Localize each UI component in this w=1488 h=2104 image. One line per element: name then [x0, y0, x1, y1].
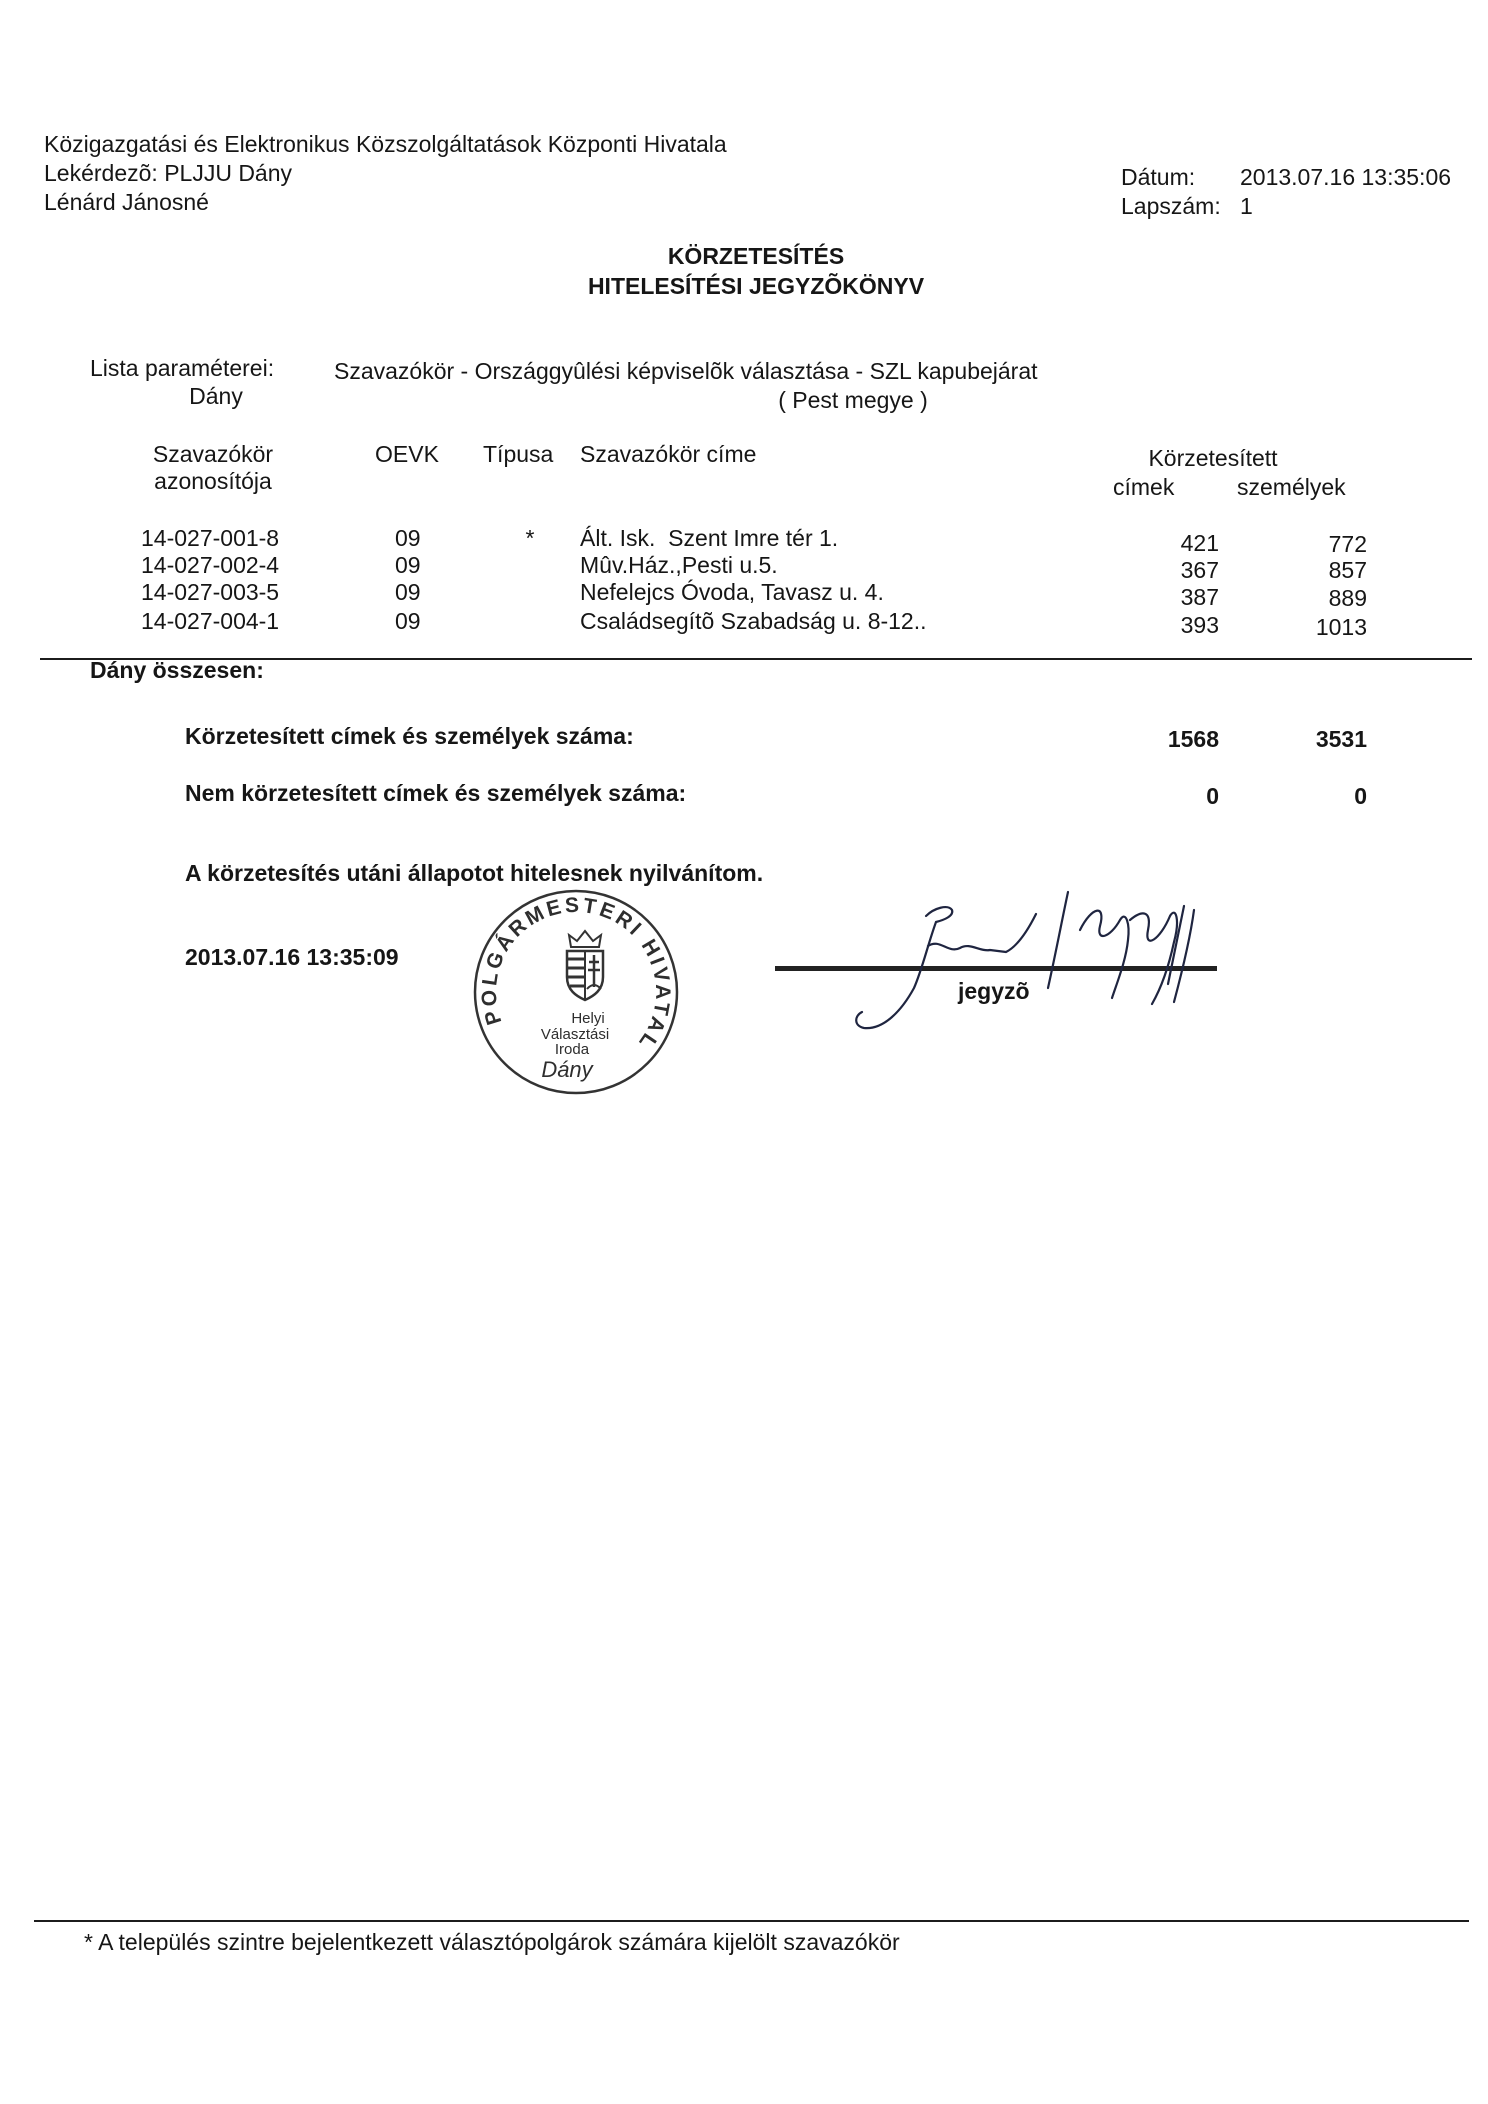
requester-person: Lénárd Jánosné — [44, 189, 209, 215]
footer-separator-line — [34, 1920, 1469, 1922]
row-address: Mûv.Ház.,Pesti u.5. — [580, 552, 778, 578]
row-id: 14-027-003-5 — [141, 579, 280, 605]
row-persons-count: 857 — [1328, 557, 1367, 583]
column-header-type: Típusa — [483, 441, 554, 467]
column-header-oevk: OEVK — [375, 441, 439, 467]
row-address: Családsegítõ Szabadság u. 8-12.. — [580, 608, 927, 634]
row-id: 14-027-001-8 — [141, 525, 280, 551]
not-districted-addresses-total: 0 — [1206, 783, 1219, 809]
stamp-place: Dány — [541, 1057, 593, 1082]
column-header-id-line1: Szavazókör — [152, 441, 274, 467]
agency-name: Közigazgatási és Elektronikus Közszolgáltatások Központi Hivatala — [44, 131, 727, 157]
summary-label: Dány összesen: — [90, 657, 264, 683]
row-address: Ált. Isk. Szent Imre tér 1. — [580, 525, 839, 551]
footnote: * A település szintre bejelentkezett választópolgárok számára kijelölt szavazókör — [84, 1929, 900, 1955]
column-header-districted: Körzetesített — [1148, 445, 1278, 471]
column-header-id-line2: azonosítója — [154, 468, 272, 494]
handwritten-signature — [830, 880, 1210, 1050]
crown-icon — [569, 931, 601, 947]
row-address: Nefelejcs Óvoda, Tavasz u. 4. — [580, 579, 884, 605]
signature-stroke — [1080, 911, 1129, 998]
parameters-description: Szavazókör - Országgyûlési képviselõk választása - SZL kapubejárat — [334, 358, 1038, 384]
column-header-address: Szavazókör címe — [580, 441, 757, 467]
certification-timestamp: 2013.07.16 13:35:09 — [185, 944, 399, 970]
date-value: 2013.07.16 13:35:06 — [1240, 164, 1452, 190]
stamp-inner-line1: Helyi — [571, 1010, 605, 1027]
row-persons-count: 1013 — [1315, 614, 1367, 640]
row-oevk: 09 — [395, 608, 421, 634]
parameters-label: Lista paraméterei: — [90, 355, 275, 381]
row-addresses-count: 393 — [1180, 612, 1219, 638]
document-title-line2: HITELESÍTÉSI JEGYZÕKÖNYV — [587, 273, 925, 299]
districted-persons-total: 3531 — [1315, 726, 1367, 752]
page-number-value: 1 — [1240, 193, 1253, 219]
not-districted-persons-total: 0 — [1354, 783, 1367, 809]
document-title-line1: KÖRZETESÍTÉS — [667, 243, 845, 269]
stamp-inner-line3: Iroda — [554, 1041, 590, 1058]
column-header-persons: személyek — [1237, 474, 1346, 500]
row-type-marker: * — [525, 525, 535, 551]
row-persons-count: 772 — [1328, 531, 1367, 557]
districted-addresses-total: 1568 — [1167, 726, 1219, 752]
parameters-county: ( Pest megye ) — [778, 387, 928, 413]
row-id: 14-027-002-4 — [141, 552, 280, 578]
signature-stroke — [856, 922, 936, 1028]
row-oevk: 09 — [395, 525, 421, 551]
certification-statement: A körzetesítés utáni állapotot hitelesnek nyilvánítom. — [185, 860, 764, 886]
signatory-role: jegyzõ — [958, 978, 1030, 1004]
not-districted-total-label: Nem körzetesített címek és személyek száma: — [185, 780, 687, 806]
row-oevk: 09 — [395, 552, 421, 578]
signature-stroke — [1048, 892, 1068, 988]
row-persons-count: 889 — [1328, 585, 1367, 611]
date-label: Dátum: — [1121, 164, 1196, 190]
signature-stroke — [1130, 913, 1177, 1004]
row-addresses-count: 421 — [1180, 530, 1219, 556]
stamp-ring-textpath: POLGÁRMESTERI HIVATAL — [477, 893, 675, 1053]
row-oevk: 09 — [395, 579, 421, 605]
column-header-addresses: címek — [1113, 474, 1175, 500]
stamp-inner-line2: Választási — [540, 1026, 610, 1043]
page-number-label: Lapszám: — [1121, 193, 1221, 219]
row-addresses-count: 367 — [1180, 557, 1219, 583]
row-addresses-count: 387 — [1180, 584, 1219, 610]
coat-of-arms-icon — [567, 931, 603, 1000]
official-stamp — [461, 877, 691, 1107]
districted-total-label: Körzetesített címek és személyek száma: — [185, 723, 634, 749]
parameters-settlement: Dány — [189, 383, 243, 409]
requester: Lekérdezõ: PLJJU Dány — [44, 160, 293, 186]
signature-stroke — [926, 907, 952, 922]
row-id: 14-027-004-1 — [141, 608, 280, 634]
